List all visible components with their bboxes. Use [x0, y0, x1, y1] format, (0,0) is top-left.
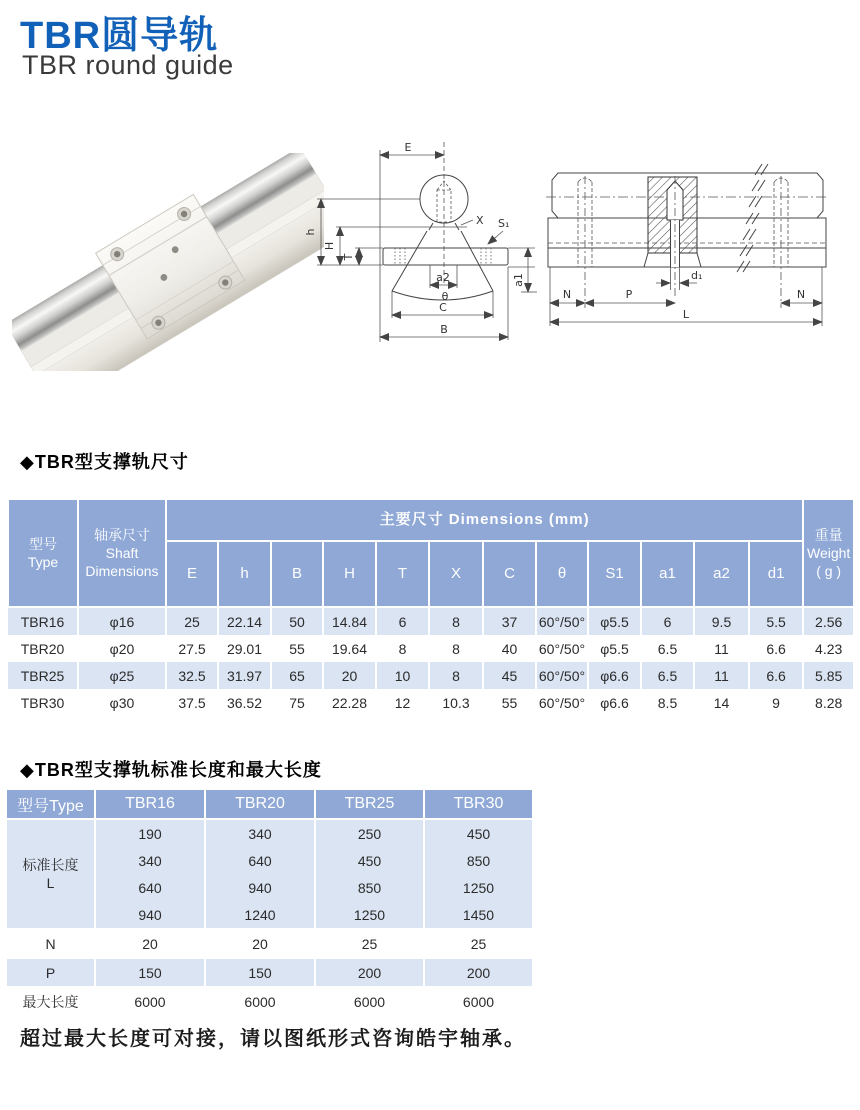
- cell: 6.5: [641, 635, 694, 662]
- col-header: TBR30: [424, 790, 533, 819]
- cell: 6000: [95, 987, 205, 1015]
- dim-label-n-left: N: [562, 288, 572, 301]
- cell: 450: [424, 819, 533, 847]
- cell-shaft: φ30: [78, 689, 166, 716]
- cell: φ6.6: [588, 689, 641, 716]
- cell: 8: [429, 635, 483, 662]
- cell: 11: [694, 662, 749, 689]
- cell: 9: [749, 689, 803, 716]
- cell: 1240: [205, 901, 315, 929]
- cell: 25: [424, 929, 533, 958]
- col-header: 型号Type: [7, 790, 95, 819]
- col-header: TBR16: [95, 790, 205, 819]
- cell: 1250: [424, 874, 533, 901]
- cross-section-diagram: [295, 128, 545, 363]
- dimensions-table: [7, 498, 855, 716]
- table-row: [7, 929, 533, 958]
- cell: 1450: [424, 901, 533, 929]
- cell: 940: [95, 901, 205, 929]
- cell: 14: [694, 689, 749, 716]
- cell: 150: [205, 958, 315, 987]
- col-header: TBR20: [205, 790, 315, 819]
- footer-note: 超过最大长度可对接，请以图纸形式咨询皓宇轴承。: [20, 1028, 526, 1050]
- label: 轴承尺寸: [94, 526, 150, 543]
- cell-type: TBR25: [8, 662, 78, 689]
- col-header-weight: [803, 499, 854, 607]
- label: Type: [27, 554, 59, 570]
- cell: 6.6: [749, 635, 803, 662]
- col-header: TBR25: [315, 790, 424, 819]
- cell: 19.64: [323, 635, 376, 662]
- table-row: [8, 662, 854, 689]
- label: 标准长度: [22, 856, 79, 873]
- col-header: E: [166, 541, 218, 607]
- cell: 36.52: [218, 689, 271, 716]
- label: ( g ): [816, 563, 842, 580]
- dim-label-a1: a1: [512, 273, 525, 287]
- cell-shaft: φ25: [78, 662, 166, 689]
- product-photo: [12, 153, 324, 371]
- cell: 14.84: [323, 607, 376, 635]
- cell: φ6.6: [588, 662, 641, 689]
- cell: 200: [424, 958, 533, 987]
- col-header: S1: [588, 541, 641, 607]
- cell: 20: [205, 929, 315, 958]
- cell: 60°/50°: [536, 689, 588, 716]
- cell: 9.5: [694, 607, 749, 635]
- cell: 5.5: [749, 607, 803, 635]
- cell: 6.6: [749, 662, 803, 689]
- rail-assembly: [12, 153, 324, 371]
- cell: 8: [429, 607, 483, 635]
- dim-label-l: L: [682, 308, 690, 321]
- cell: 32.5: [166, 662, 218, 689]
- cell: 31.97: [218, 662, 271, 689]
- cell: 75: [271, 689, 323, 716]
- cell: 450: [315, 847, 424, 874]
- col-header-shaft: [78, 499, 166, 607]
- cell: 8: [429, 662, 483, 689]
- cell: 250: [315, 819, 424, 847]
- section-heading-dimensions: ◆TBR型支撑轨尺寸: [20, 452, 189, 472]
- row-label-standard-length: [7, 819, 95, 929]
- cell: 40: [483, 635, 536, 662]
- dim-label-x: X: [476, 214, 484, 227]
- cell: 37.5: [166, 689, 218, 716]
- section-heading-lengths: ◆TBR型支撑轨标准长度和最大长度: [20, 760, 322, 780]
- cell: 37: [483, 607, 536, 635]
- cell: 22.28: [323, 689, 376, 716]
- cell: 340: [205, 819, 315, 847]
- cell: φ5.5: [588, 635, 641, 662]
- label: Dimensions: [85, 563, 159, 580]
- row-label-n: N: [7, 929, 95, 958]
- col-header-main-dimensions: 主要尺寸 Dimensions (mm): [166, 499, 803, 541]
- table-row: [7, 819, 533, 847]
- table-row: [8, 607, 854, 635]
- cell: 6: [376, 607, 429, 635]
- cell: 8: [376, 635, 429, 662]
- table-row: [8, 635, 854, 662]
- cell: 55: [271, 635, 323, 662]
- cell: 22.14: [218, 607, 271, 635]
- cell: 25: [315, 929, 424, 958]
- dim-label-t: T: [342, 253, 355, 261]
- cell: 25: [166, 607, 218, 635]
- label: Weight: [806, 544, 851, 561]
- cell: 6000: [424, 987, 533, 1015]
- dim-label-n-right: N: [796, 288, 806, 301]
- dim-label-a2: a2: [436, 271, 450, 284]
- cell-shaft: φ16: [78, 607, 166, 635]
- dim-label-p: P: [625, 288, 633, 301]
- cell-type: TBR30: [8, 689, 78, 716]
- table-row: [8, 689, 854, 716]
- cell: 1250: [315, 901, 424, 929]
- col-header: θ: [536, 541, 588, 607]
- cell: 20: [95, 929, 205, 958]
- cell: 200: [315, 958, 424, 987]
- cell: 6000: [315, 987, 424, 1015]
- col-header: h: [218, 541, 271, 607]
- cell: 65: [271, 662, 323, 689]
- page-subtitle: TBR round guide: [22, 50, 234, 80]
- col-header-type: [8, 499, 78, 607]
- cell: 60°/50°: [536, 662, 588, 689]
- col-header: C: [483, 541, 536, 607]
- cell: 29.01: [218, 635, 271, 662]
- cell: 20: [323, 662, 376, 689]
- cell: 6: [641, 607, 694, 635]
- label: L: [46, 875, 55, 891]
- col-header: T: [376, 541, 429, 607]
- cell-type: TBR16: [8, 607, 78, 635]
- cell: 27.5: [166, 635, 218, 662]
- cell: 10.3: [429, 689, 483, 716]
- cell: 640: [205, 847, 315, 874]
- cell: 190: [95, 819, 205, 847]
- cell-weight: 8.28: [803, 689, 854, 716]
- lengths-table: [7, 790, 534, 1015]
- dim-label-e: E: [404, 141, 412, 154]
- cell: 60°/50°: [536, 635, 588, 662]
- cell: 640: [95, 874, 205, 901]
- dim-label-h: h: [304, 228, 317, 236]
- cell: 11: [694, 635, 749, 662]
- cell: 12: [376, 689, 429, 716]
- cell-weight: 2.56: [803, 607, 854, 635]
- cell: 55: [483, 689, 536, 716]
- table-row: [7, 987, 533, 1015]
- dim-label-c: C: [439, 301, 447, 314]
- cell-shaft: φ20: [78, 635, 166, 662]
- side-view-diagram: [545, 150, 840, 335]
- dim-label-H: H: [323, 241, 336, 251]
- dim-label-s1: S₁: [498, 217, 510, 230]
- cell: 6000: [205, 987, 315, 1015]
- cell: 45: [483, 662, 536, 689]
- table-row: [7, 790, 533, 819]
- cell: 150: [95, 958, 205, 987]
- col-header: H: [323, 541, 376, 607]
- table-row: [8, 499, 854, 541]
- label: 重量: [814, 526, 843, 543]
- col-header: a1: [641, 541, 694, 607]
- cell-type: TBR20: [8, 635, 78, 662]
- cell-weight: 5.85: [803, 662, 854, 689]
- page-title: TBR圆导轨: [20, 15, 219, 57]
- dim-label-d1: d₁: [691, 269, 703, 282]
- col-header: a2: [694, 541, 749, 607]
- table-row: [7, 958, 533, 987]
- dim-label-theta: θ: [441, 290, 449, 303]
- row-label-p: P: [7, 958, 95, 987]
- cell: φ5.5: [588, 607, 641, 635]
- label: Shaft: [105, 544, 139, 561]
- cell-weight: 4.23: [803, 635, 854, 662]
- cell: 10: [376, 662, 429, 689]
- col-header: X: [429, 541, 483, 607]
- cell: 8.5: [641, 689, 694, 716]
- cell: 850: [315, 874, 424, 901]
- row-label-max-length: 最大长度: [7, 987, 95, 1015]
- cell: 940: [205, 874, 315, 901]
- cell: 6.5: [641, 662, 694, 689]
- label: 型号: [29, 535, 57, 552]
- cell: 850: [424, 847, 533, 874]
- col-header: d1: [749, 541, 803, 607]
- cell: 340: [95, 847, 205, 874]
- cell: 50: [271, 607, 323, 635]
- col-header: B: [271, 541, 323, 607]
- dim-label-b: B: [440, 323, 448, 336]
- cell: 60°/50°: [536, 607, 588, 635]
